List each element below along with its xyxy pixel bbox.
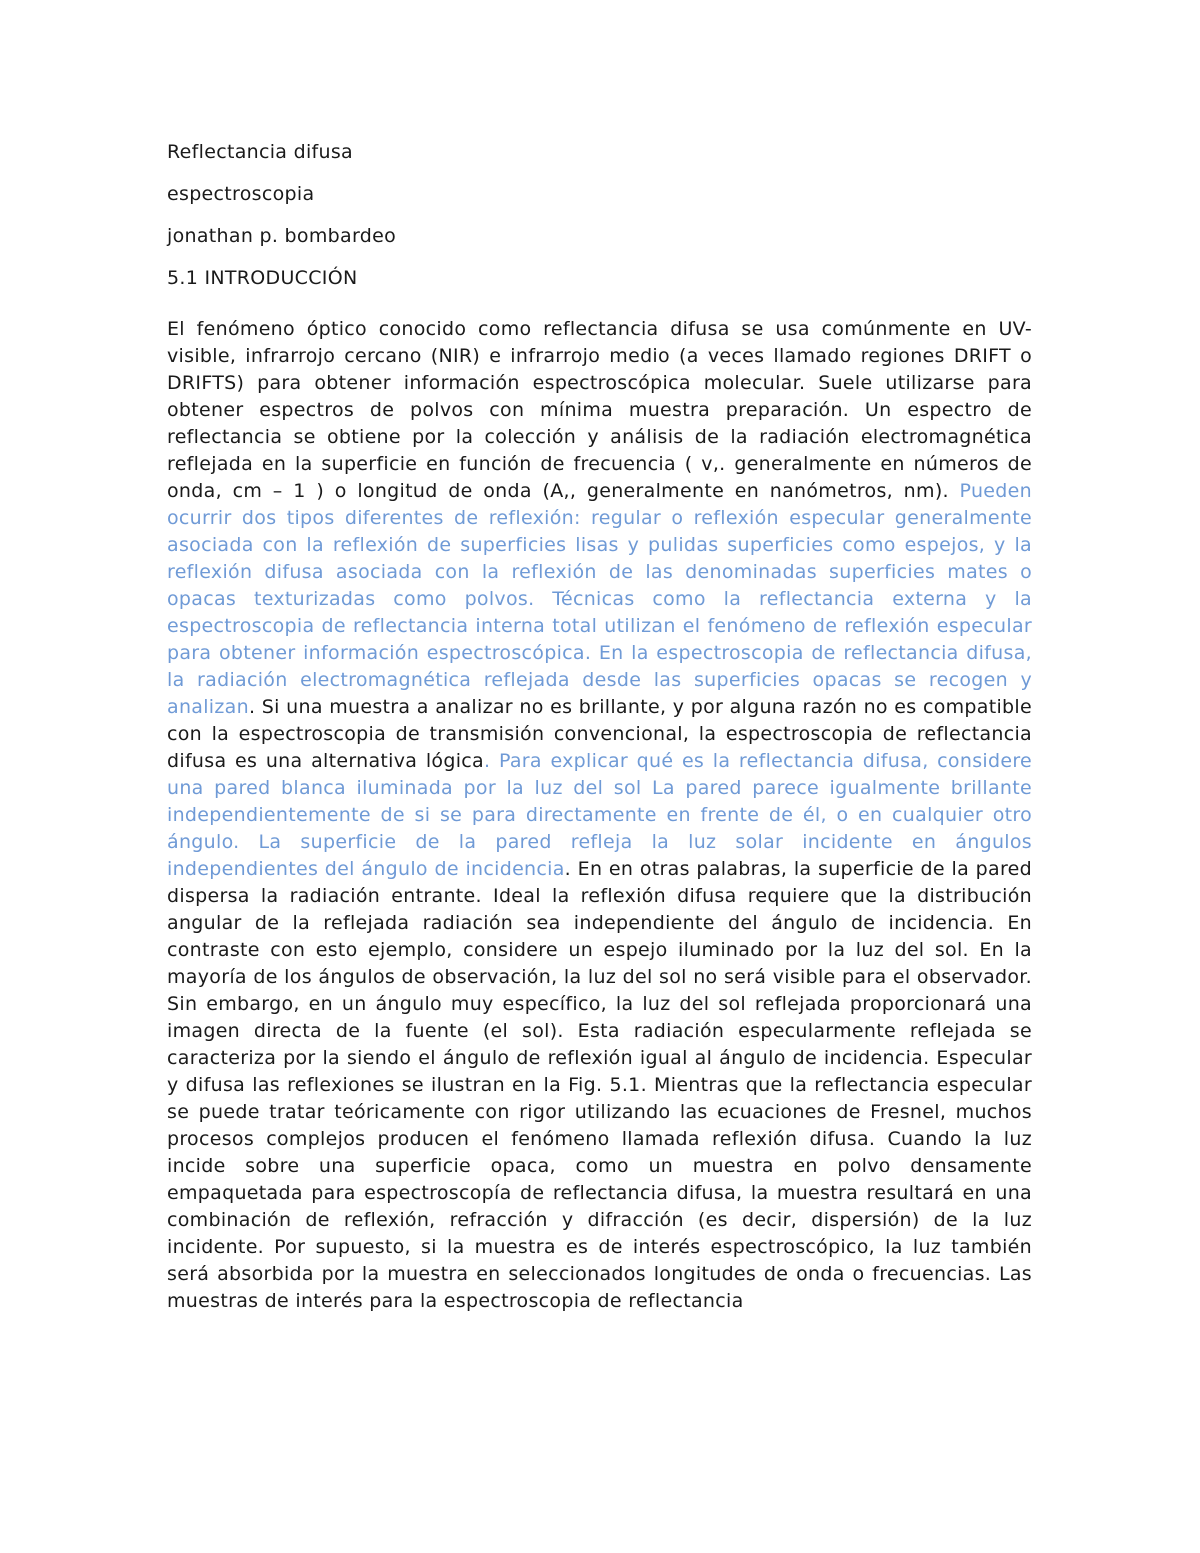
document-page (167, 138, 1032, 1315)
section-heading: 5.1 INTRODUCCIÓN (167, 267, 358, 289)
paragraph-text-2: . Si una muestra a analizar no es brillante, y por alguna razón no es compatible con la espectroscopia de transmisión convencional, la espectroscopia de reflectancia difusa es una alternativa lógica (167, 696, 1032, 772)
document-subtitle: espectroscopia (167, 183, 315, 205)
document-author: jonathan p. bombardeo (167, 225, 396, 247)
highlighted-text-1: Pueden ocurrir dos tipos diferentes de reflexión: regular o reflexión especular generalmente asociada con la reflexión de superficies lisas y pulidas superficies como espejos, y la reflexión difusa asociada con la reflexión de las denominadas superficies mates o opacas texturizadas como polvos. Técnicas como la reflectancia externa y la espectroscopia de reflectancia interna total utilizan el fenómeno de reflexión especular para obtener información espectroscópica. En la espectroscopia de reflectancia difusa, la radiación electromagnética reflejada desde las superficies opacas se recogen y analizan (167, 480, 1032, 718)
paragraph-text-1: El fenómeno óptico conocido como reflectancia difusa se usa comúnmente en UV-visible, infrarrojo cercano (NIR) e infrarrojo medio (a veces llamado regiones DRIFT o DRIFTS) para obtener información espectroscópica molecular. Suele utilizarse para obtener espectros de polvos con mínima muestra preparación. Un espectro de reflectancia se obtiene por la colección y análisis de la radiación electromagnética reflejada en la superficie en función de frecuencia ( v,. generalmente en números de onda, cm – 1 ) o longitud de onda (A,, generalmente en nanómetros, nm). (167, 318, 1032, 502)
paragraph-text-3: . En en otras palabras, la superficie de la pared dispersa la radiación entrante. Ideal la reflexión difusa requiere que la distribución angular de la reflejada radiación sea independiente del ángulo de incidencia. En contraste con esto ejemplo, considere un espejo iluminado por la luz del sol. En la mayoría de los ángulos de observación, la luz del sol no será visible para el observador. Sin embargo, en un ángulo muy específico, la luz del sol reflejada proporcionará una imagen directa de la fuente (el sol). Esta radiación especularmente reflejada se caracteriza por la siendo el ángulo de reflexión igual al ángulo de incidencia. Especular y difusa las reflexiones se ilustran en la Fig. 5.1. Mientras que la reflectancia especular se puede tratar teóricamente con rigor utilizando las ecuaciones de Fresnel, muchos procesos complejos producen el fenómeno llamada reflexión difusa. Cuando la luz incide sobre una superficie opaca, como un muestra en polvo densamente empaquetada para espectroscopía de reflectancia difusa, la muestra resultará en una combinación de reflexión, refracción y difracción (es decir, dispersión) de la luz incidente. Por supuesto, si la muestra es de interés espectroscópico, la luz también será absorbida por la muestra en seleccionados longitudes de onda o frecuencias. Las muestras de interés para la espectroscopia de reflectancia (167, 858, 1032, 1312)
highlighted-text-2: . Para explicar qué es la reflectancia difusa, considere una pared blanca iluminada por la luz del sol La pared parece igualmente brillante independientemente de si se para directamente en frente de él, o en cualquier otro ángulo. La superficie de la pared refleja la luz solar incidente en ángulos independientes del ángulo de incidencia (167, 750, 1033, 880)
document-title: Reflectancia difusa (167, 141, 353, 163)
body-paragraph (167, 316, 1032, 1315)
